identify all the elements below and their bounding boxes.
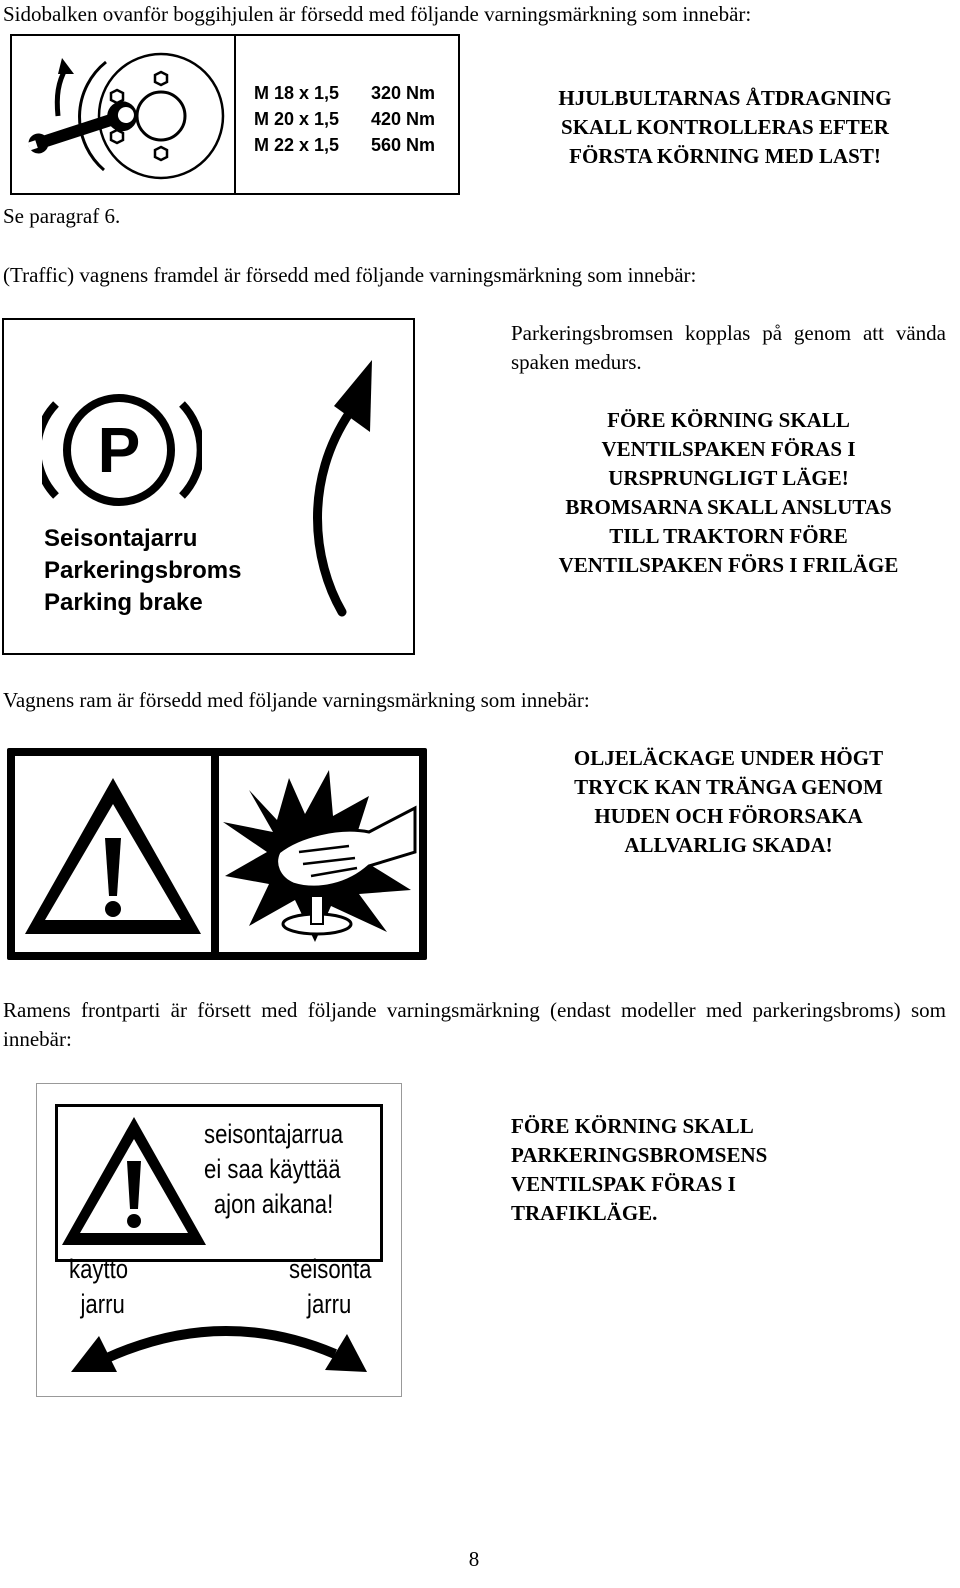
warning-line: URSPRUNGLIGT LÄGE! xyxy=(608,466,849,490)
label-line: seisonta xyxy=(289,1254,372,1284)
sign-label: Seisontajarru xyxy=(44,525,198,552)
warning-line: FÖRE KÖRNING SKALL xyxy=(607,408,850,432)
parking-p-letter: P xyxy=(97,414,141,486)
bolt-size: M 20 x 1,5 xyxy=(254,109,340,129)
section2-warning xyxy=(511,406,946,580)
torque-value: 320 Nm xyxy=(371,83,436,103)
torque-row xyxy=(254,80,435,106)
sign-divider xyxy=(234,36,236,193)
parking-brake-labels xyxy=(44,523,241,619)
parking-brake-sign xyxy=(2,318,415,655)
oil-leak-sign xyxy=(7,748,427,960)
sign-text-line: ei saa käyttää xyxy=(204,1154,341,1184)
sign-panel-left xyxy=(15,756,211,952)
torque-row xyxy=(254,106,435,132)
sign-text xyxy=(204,1117,343,1222)
torque-row xyxy=(254,132,435,158)
section3-warning xyxy=(511,744,946,860)
wheel-wrench-icon xyxy=(26,46,226,186)
warning-line: ALLVARLIG SKADA! xyxy=(624,833,833,857)
label-line: käyttö xyxy=(69,1254,129,1284)
section2-description: Parkeringsbromsen kopplas på genom att vända spaken medurs. xyxy=(511,321,946,374)
warning-line: PARKERINGSBROMSENS xyxy=(511,1143,768,1167)
sign-inner-frame xyxy=(55,1104,383,1262)
warning-triangle-icon xyxy=(60,1113,210,1251)
wheel-bolt-sign xyxy=(10,34,460,195)
bolt-size: M 18 x 1,5 xyxy=(254,83,340,103)
torque-value: 560 Nm xyxy=(371,135,436,155)
page-number: 8 xyxy=(468,1547,480,1571)
sign-text-line: seisontajarrua xyxy=(204,1119,344,1149)
sign-text-line: ajon aikana! xyxy=(213,1189,334,1219)
warning-line: TILL TRAKTORN FÖRE xyxy=(609,524,848,548)
warning-line: TRAFIKLÄGE. xyxy=(511,1201,658,1225)
section1-reference: Se paragraf 6. xyxy=(3,204,121,228)
torque-table xyxy=(254,80,435,158)
clockwise-arrow-icon xyxy=(294,360,394,620)
section1-intro: Sidobalken ovanför boggihjulen är försedd med följande varningsmärkning som innebär: xyxy=(3,2,752,26)
warning-line: FÖRSTA KÖRNING MED LAST! xyxy=(569,144,881,168)
torque-value: 420 Nm xyxy=(371,109,436,129)
warning-line: HJULBULTARNAS ÅTDRAGNING xyxy=(558,86,892,110)
label-line: jarru xyxy=(307,1289,352,1319)
section3-intro: Vagnens ram är försedd med följande varningsmärkning som innebär: xyxy=(3,688,590,712)
high-pressure-injection-icon xyxy=(219,756,419,952)
section4-intro: Ramens frontparti är försett med följande varningsmärkning (endast modeller med parkeringsbroms) som innebär: xyxy=(3,998,946,1051)
brake-lever-sign xyxy=(36,1083,402,1397)
warning-line: TRYCK KAN TRÄNGA GENOM xyxy=(574,775,883,799)
warning-line: HUDEN OCH FÖRORSAKA xyxy=(594,804,863,828)
warning-line: OLJELÄCKAGE UNDER HÖGT xyxy=(573,746,884,770)
section1-warning xyxy=(500,84,950,171)
sign-label: Parkeringsbroms xyxy=(44,557,242,584)
section2-intro: (Traffic) vagnens framdel är försedd med följande varningsmärkning som innebär: xyxy=(3,263,697,287)
warning-line: BROMSARNA SKALL ANSLUTAS xyxy=(565,495,892,519)
warning-triangle-icon xyxy=(15,756,211,952)
sign-label: Parking brake xyxy=(44,589,203,616)
warning-line: SKALL KONTROLLERAS EFTER xyxy=(561,115,889,139)
section4-warning xyxy=(511,1112,946,1228)
warning-line: VENTILSPAK FÖRAS I xyxy=(511,1172,736,1196)
warning-line: VENTILSPAKEN FÖRAS I xyxy=(601,437,856,461)
sign-panel-right xyxy=(219,756,419,952)
bolt-size: M 22 x 1,5 xyxy=(254,135,340,155)
label-line: jarru xyxy=(80,1289,125,1319)
warning-line: FÖRE KÖRNING SKALL xyxy=(511,1114,754,1138)
warning-line: VENTILSPAKEN FÖRS I FRILÄGE xyxy=(558,553,899,577)
double-arrow-icon xyxy=(67,1308,377,1378)
